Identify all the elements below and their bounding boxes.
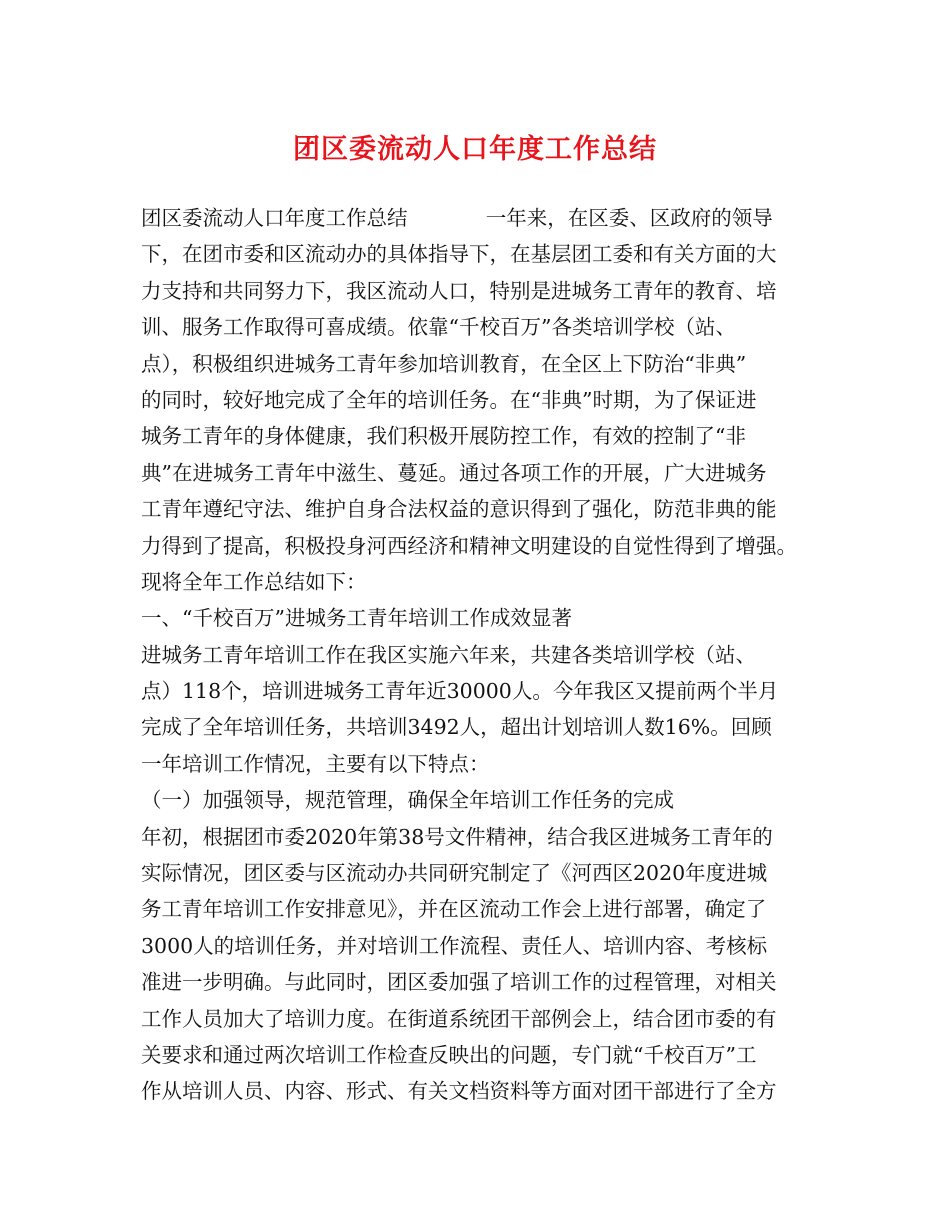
body-line: 一年培训工作情况，主要有以下特点：	[141, 751, 490, 776]
body-line: 完成了全年培训任务，共培训3492人，超出计划培训人数16%。回顾	[141, 715, 772, 740]
body-line: 城务工青年的身体健康，我们积极开展防控工作，有效的控制了“非	[141, 424, 746, 449]
body-line: 准进一步明确。与此同时，团区委加强了培训工作的过程管理，对相关	[141, 970, 777, 995]
body-line: 点），积极组织进城务工青年参加培训教育，在全区上下防治“非典”	[141, 351, 747, 376]
body-line: 实际情况，团区委与区流动办共同研究制定了《河西区2020年度进城	[141, 861, 768, 886]
body-line: 点）118个，培训进城务工青年近30000人。今年我区又提前两个半月	[141, 679, 779, 704]
body-line: 工青年遵纪守法、维护自身合法权益的意识得到了强化，防范非典的能	[141, 497, 777, 522]
body-line: 3000人的培训任务，并对培训工作流程、责任人、培训内容、考核标	[141, 933, 768, 958]
body-line: 训、服务工作取得可喜成绩。依靠“千校百万”各类培训学校（站、	[141, 315, 736, 340]
body-line: 年初，根据团市委2020年第38号文件精神，结合我区进城务工青年的	[141, 824, 773, 849]
body-line: 团区委流动人口年度工作总结 一年来，在区委、区政府的领导	[141, 206, 773, 230]
body-line: 关要求和通过两次培训工作检查反映出的问题，专门就“千校百万”工	[141, 1042, 757, 1067]
body-line: 工作人员加大了培训力度。在街道系统团干部例会上，结合团市委的有	[141, 1006, 777, 1031]
body-line: 进城务工青年培训工作在我区实施六年来，共建各类培训学校（站、	[141, 642, 756, 667]
body-line: 务工青年培训工作安排意见》，并在区流动工作会上进行部署，确定了	[141, 897, 767, 922]
section-heading: 一、“千校百万”进城务工青年培训工作成效显著	[141, 606, 572, 631]
body-line: 作从培训人员、内容、形式、有关文档资料等方面对团干部进行了全方	[141, 1079, 777, 1104]
body-line: 下，在团市委和区流动办的具体指导下，在基层团工委和有关方面的大	[141, 242, 777, 267]
body-line: 现将全年工作总结如下：	[141, 569, 367, 594]
body-line: 典”在进城务工青年中滋生、蔓延。通过各项工作的开展，广大进城务	[141, 460, 767, 485]
document-title: 团区委流动人口年度工作总结	[293, 134, 657, 165]
subsection-heading: （一）加强领导，规范管理，确保全年培训工作任务的完成	[141, 788, 674, 813]
body-line: 的同时，较好地完成了全年的培训任务。在“非典”时期，为了保证进	[141, 387, 757, 412]
body-line: 力支持和共同努力下，我区流动人口，特别是进城务工青年的教育、培	[141, 278, 777, 303]
document-body	[141, 200, 821, 1110]
body-line: 力得到了提高，积极投身河西经济和精神文明建设的自觉性得到了增强。	[141, 533, 797, 558]
